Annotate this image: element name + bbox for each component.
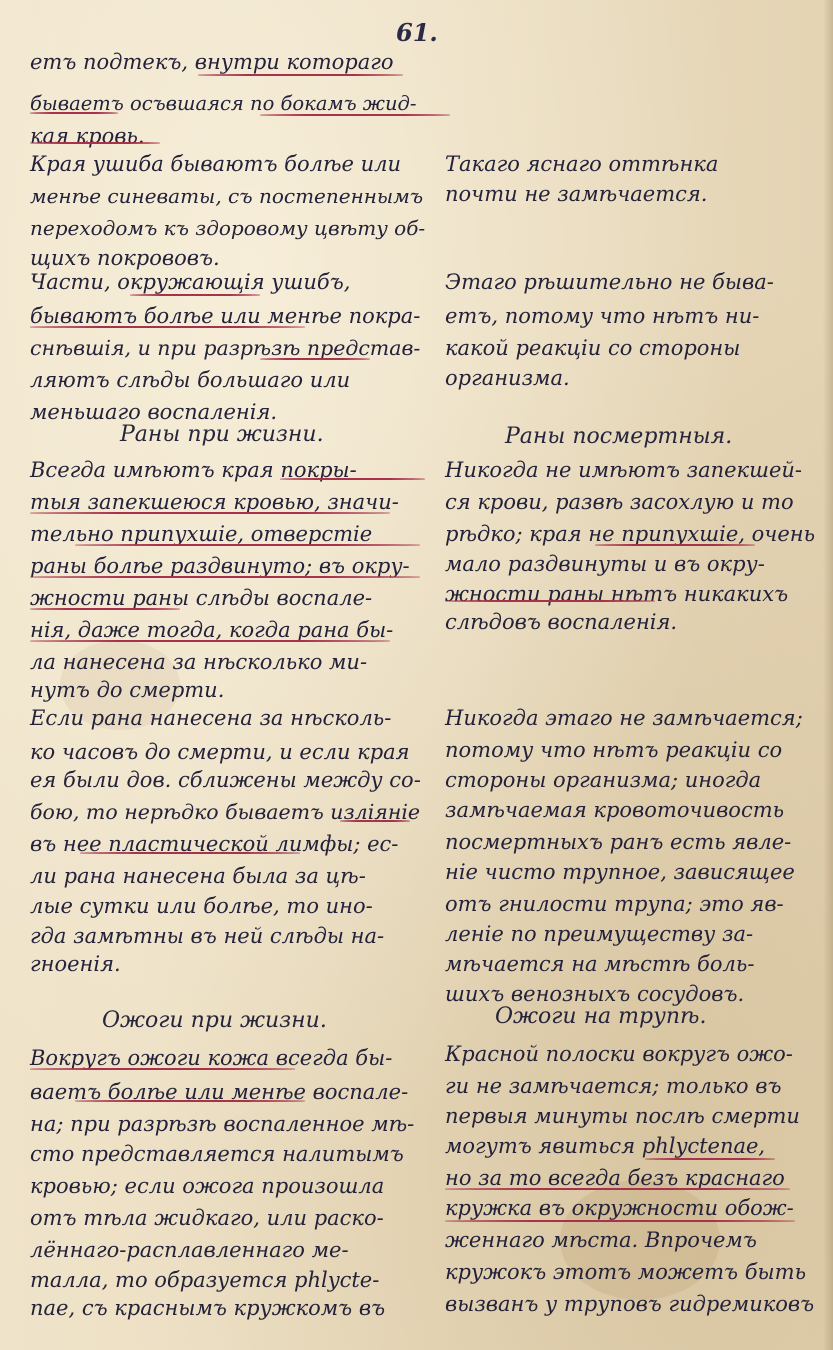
text-line: бываетъ осъвшаяся по бокамъ жид- [30,92,417,115]
text-line: раны болѣе раздвинуто; въ окру- [30,554,410,578]
text-line: лые сутки или болѣе, то ино- [30,894,373,918]
right-column [445,0,820,1350]
text-line: нутъ до смерти. [30,678,225,702]
text-line: въ нее пластической лимфы; ес- [30,832,399,856]
text-line: Этаго рѣшительно не быва- [445,270,774,294]
text-line: на; при разрѣзѣ воспаленное мѣ- [30,1112,415,1136]
text-line: мало раздвинуты и въ окру- [445,552,765,576]
text-line: гда замѣтны въ ней слѣды на- [30,924,385,948]
section-heading: Ожоги при жизни. [102,1008,327,1033]
text-line: талла, то образуется phlyctе- [30,1268,380,1292]
text-line: ніе чисто трупное, зависящее [445,860,795,884]
text-line: вызванъ у труповъ гидремиковъ [445,1292,815,1316]
red-underline [30,326,305,328]
red-underline [260,114,450,116]
text-line: Части, окружающія ушибъ, [30,270,351,294]
left-column [30,0,425,1350]
text-line: потому что нѣтъ реакціи со [445,738,783,762]
text-line: шихъ венозныхъ сосудовъ. [445,982,745,1006]
text-line: етъ, потому что нѣтъ ни- [445,304,760,328]
red-underline [445,1220,795,1222]
text-line: мѣчается на мѣстѣ боль- [445,952,755,976]
red-underline [340,820,410,822]
text-line: леніе по преимуществу за- [445,922,754,946]
text-line: nae, съ краснымъ кружкомъ въ [30,1296,386,1320]
text-line: тельно припухшіе, отверстіе [30,522,373,546]
text-line: кружокъ этотъ можетъ быть [445,1260,806,1284]
text-line: ляютъ слѣды большаго или [30,368,351,392]
red-underline [30,640,390,642]
red-underline [30,576,420,578]
text-line: щихъ покрововъ. [30,246,220,270]
text-line: организма. [445,366,570,390]
section-heading: Раны посмертныя. [505,424,733,449]
text-line: лённаго-расплавленнаго ме- [30,1238,349,1262]
page-number: 61. [396,18,438,47]
text-line: почти не замѣчается. [445,182,708,206]
text-line: переходомъ къ здоровому цвѣту об- [30,216,426,240]
text-line: ваетъ болѣе или менѣе воспале- [30,1080,409,1104]
text-line: Никогда этаго не замѣчается; [445,706,803,730]
text-line: Края ушиба бываютъ болѣе или [30,152,402,176]
text-line: отъ тѣла жидкаго, или раско- [30,1206,384,1230]
red-underline [30,608,180,610]
text-line: ея были дов. сближены между со- [30,768,421,792]
text-line: Красной полоски вокругъ ожо- [445,1042,793,1066]
text-line: Никогда не имѣютъ запекшей- [445,458,803,482]
text-line: кружка въ окружности обож- [445,1196,794,1220]
text-line: но за то всегда безъ краснаго [445,1166,785,1190]
section-heading: Раны при жизни. [120,422,324,447]
red-underline [30,512,390,514]
text-line: слѣдовъ воспаленія. [445,610,678,634]
text-line: женнаго мѣста. Впрочемъ [445,1228,757,1252]
text-line: ли рана нанесена была за цѣ- [30,864,366,888]
red-underline [30,112,118,114]
text-line: какой реакціи со стороны [445,336,741,360]
red-underline [260,358,370,360]
text-line: Вокругъ ожоги кожа всегда бы- [30,1046,393,1070]
text-line: стороны организма; иногда [445,768,762,792]
text-line: ги не замѣчается; только въ [445,1074,782,1098]
text-line: кая кровь. [30,124,145,148]
text-line: отъ гнилости трупа; это яв- [445,892,784,916]
red-underline [198,74,403,76]
text-line: жности раны нѣтъ никакихъ [445,582,789,606]
text-line: етъ подтекъ, внутри котораго [30,50,394,74]
red-underline [75,1100,305,1102]
text-line: посмертныхъ ранъ есть явле- [445,830,792,854]
red-underline [445,1188,790,1190]
red-underline [75,544,420,546]
text-line: первыя минуты послѣ смерти [445,1104,800,1128]
text-line: Всегда имѣютъ края покры- [30,458,357,482]
text-line: ла нанесена за нѣсколько ми- [30,650,368,674]
text-line: сто представляется налитымъ [30,1142,404,1166]
red-underline [280,478,425,480]
text-line: тыя запекшеюся кровью, значи- [30,490,399,514]
text-line: гноенія. [30,952,121,976]
text-line: ко часовъ до смерти, и если края [30,740,410,764]
text-line: кровью; если ожога произошла [30,1174,385,1198]
red-underline [595,544,755,546]
red-underline [645,1158,775,1160]
text-line: рѣдко; края не припухшіе, очень [445,522,816,546]
text-line: замѣчаемая кровоточивость [445,798,785,822]
red-underline [30,142,160,144]
text-line: жности раны слѣды воспале- [30,586,373,610]
text-line: снѣвшія, и при разрѣзѣ представ- [30,336,421,360]
page-edge [823,0,833,1350]
text-line: бываютъ болѣе или менѣе покра- [30,304,421,328]
text-line: могутъ явиться phlyctenae, [445,1134,766,1158]
text-line: Если рана нанесена за нѣсколь- [30,706,392,730]
text-line: нія, даже тогда, когда рана бы- [30,618,394,642]
text-line: менѣе синеваты, съ постепеннымъ [30,184,424,208]
text-line: бою, то нерѣдко бываетъ изліяніе [30,800,421,824]
red-underline [80,852,300,854]
text-line: ся крови, развѣ засохлую и то [445,490,794,514]
red-underline [130,294,260,296]
section-heading: Ожоги на трупѣ. [495,1004,707,1029]
text-line: меньшаго воспаленія. [30,400,278,424]
red-underline [30,1068,295,1070]
text-line: Такаго яснаго оттѣнка [445,152,719,176]
red-underline [445,600,655,602]
